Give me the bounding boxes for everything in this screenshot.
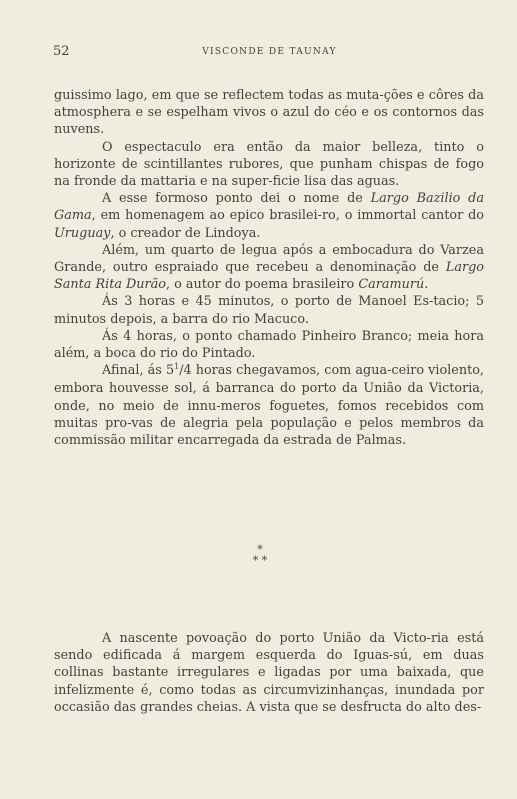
paragraph-3-work-title: Uruguay bbox=[54, 225, 111, 241]
paragraph-7-part-1: Afinal, ás 5 bbox=[102, 363, 175, 379]
page-number: 52 bbox=[53, 44, 70, 59]
paragraph-3-part-1: A esse formoso ponto dei o nome de bbox=[102, 191, 371, 207]
paragraph-4-part-2: , o autor do poema brasileiro bbox=[166, 277, 359, 293]
section-2-text bbox=[54, 630, 484, 716]
paragraph-7 bbox=[54, 362, 484, 449]
paragraph-4-part-3: . bbox=[424, 277, 429, 293]
asterism-top-star: * bbox=[257, 543, 263, 556]
section-2-paragraph-1: A nascente povoação do porto União da Victo-ria está sendo edificada á margem esquerda do Iguas-sú, em duas collinas bastante irregulares e ligadas por uma baixada, que infelizmente é, como todas as circumvizinhanças, inundada por occasião das grandes cheias. A vista que se desfructa do alto des- bbox=[54, 631, 484, 715]
paragraph-4 bbox=[54, 242, 484, 294]
running-head: VISCONDE DE TAUNAY bbox=[202, 47, 337, 57]
fraction-slash: / bbox=[179, 363, 184, 379]
paragraph-3-part-2: , em homenagem ao epico brasilei-ro, o immortal cantor do bbox=[91, 208, 484, 224]
paragraph-2: O espectaculo era então da maior belleza, tinto o horizonte de scintillantes rubores, que punham chispas de fogo na fronde da mattaria e na super-ficie lisa das aguas. bbox=[54, 139, 484, 190]
paragraph-3-part-3: , o creador de Lindoya. bbox=[110, 225, 261, 241]
paragraph-6: Ás 4 horas, o ponto chamado Pinheiro Branco; meia hora além, a boca do rio do Pintado. bbox=[54, 328, 484, 362]
paragraph-7-part-2: horas chegavamos, com agua-ceiro violento, embora houvesse sol, á barranca do porto da União da Victoria, onde, no meio de innu-meros foguetes, fomos recebidos com muitas pro-vas de alegria pela população e pelos membros da commissão militar encarregada da estrada de Palmas. bbox=[54, 363, 484, 449]
page-header bbox=[53, 44, 486, 60]
main-text bbox=[54, 87, 484, 449]
section-break-asterism bbox=[240, 544, 280, 574]
paragraph-4-part-1: Além, um quarto de legua após a embocadura do Varzea Grande, outro espraiado que recebeu a denominação de bbox=[54, 242, 484, 276]
paragraph-4-work-title: Caramurú bbox=[358, 277, 425, 293]
fraction-numerator: 1 bbox=[174, 362, 180, 372]
paragraph-5: Ás 3 horas e 45 minutos, o porto de Manoel Es-tacio; 5 minutos depois, a barra do rio Macuco. bbox=[54, 294, 484, 327]
paragraph-3 bbox=[54, 190, 484, 242]
paragraph-3-place-name: Largo Bazilio da Gama bbox=[54, 191, 484, 224]
fraction-denominator: 4 bbox=[183, 363, 192, 379]
asterism-bottom-stars: * * bbox=[252, 554, 268, 567]
paragraph-1: guissimo lago, em que se reflectem todas as muta-ções e côres da atmosphera e se espelham vivos o azul do céo e os contornos das nuvens. bbox=[54, 88, 484, 138]
paragraph-4-place-name: Largo Santa Rita Durão bbox=[54, 260, 484, 293]
